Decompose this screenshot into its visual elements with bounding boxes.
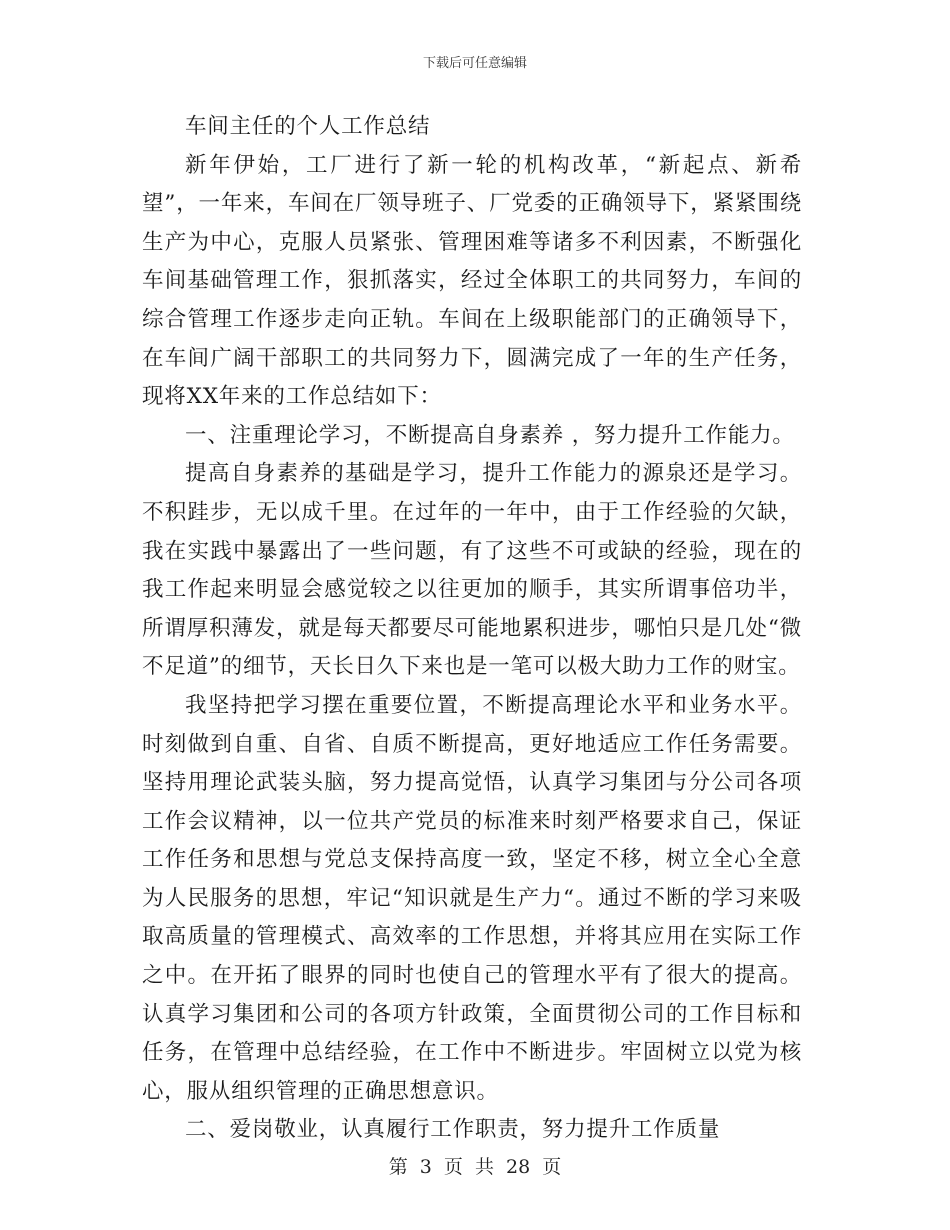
page-header: 下载后可任意编辑: [422, 56, 527, 71]
section-heading-1: 一、注重理论学习，不断提高自身素养 ，努力提升工作能力。: [185, 422, 795, 448]
paragraph-study: 提高自身素养的基础是学习，提升工作能力的源泉还是学习。不积跬步，无以成千里。在过年的一年中，由于工作经验的欠缺，我在实践中暴露出了一些问题，有了这些不可或缺的经验，现在的我工作起来明显会感觉较之以往更加的顺手，其实所谓事倍功半，所谓厚积薄发，就是每天都要尽可能地累积进步，哪怕只是几处“微不足道”的细节，天长日久下来也是一笔可以极大助力工作的财宝。: [142, 461, 802, 680]
paragraph-theory: 我坚持把学习摆在重要位置，不断提高理论水平和业务水平。时刻做到自重、自省、自质不断提高，更好地适应工作任务需要。坚持用理论武装头脑，努力提高觉悟，认真学习集团与分公司各项工作会议精神，以一位共产党员的标准来时刻严格要求自己，保证工作任务和思想与党总支保持高度一致，坚定不移，树立全心全意为人民服务的思想，牢记“知识就是生产力“。通过不断的学习来吸取高质量的管理模式、高效率的工作思想，并将其应用在实际工作之中。在开拓了眼界的同时也使自己的管理水平有了很大的提高。认真学习集团和公司的各项方针政策，全面贯彻公司的工作目标和任务，在管理中总结经验，在工作中不断进步。牢固树立以党为核心，服从组织管理的正确思想意识。: [142, 692, 802, 1104]
paragraph-intro: 新年伊始，工厂进行了新一轮的机构改革，“新起点、新希望”，一年来，车间在厂领导班子、厂党委的正确领导下，紧紧围绕生产为中心，克服人员紧张、管理困难等诸多不利因素，不断强化车间基础管理工作，狠抓落实，经过全体职工的共同努力，车间的综合管理工作逐步走向正轨。车间在上级职能部门的正确领导下，在车间广阔干部职工的共同努力下，圆满完成了一年的生产任务，现将XX年来的工作总结如下：: [142, 152, 802, 410]
page-number: 第 3 页 共 28 页: [388, 1156, 562, 1178]
section-heading-2: 二、爱岗敬业，认真履行工作职责，努力提升工作质量: [185, 1117, 721, 1143]
document-title: 车间主任的个人工作总结: [185, 114, 431, 139]
document-body: [142, 108, 802, 1150]
